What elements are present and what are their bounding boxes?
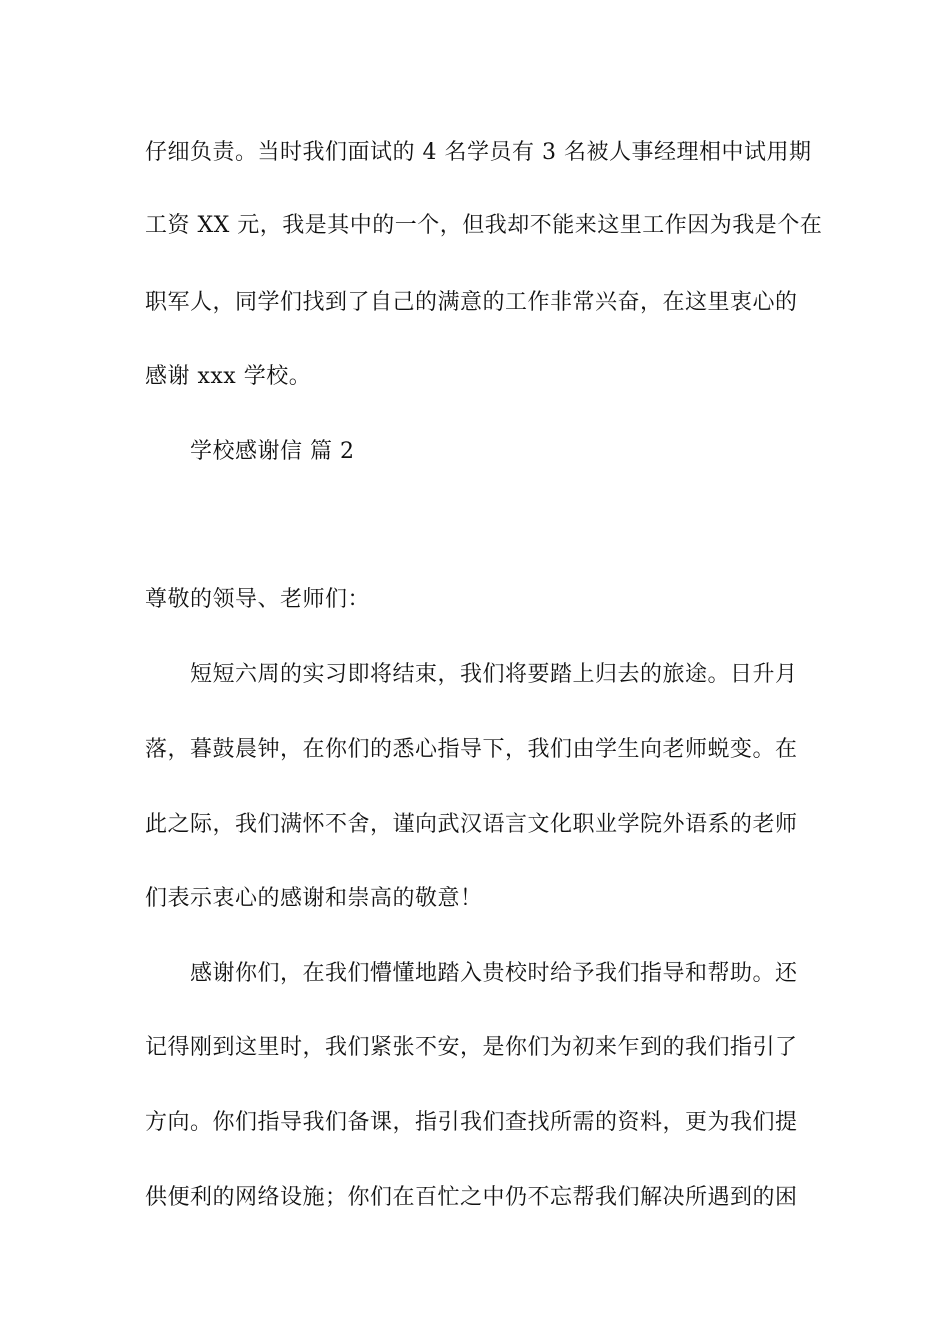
paragraph-3-line-1: 感谢你们，在我们懵懂地踏入贵校时给予我们指导和帮助。还 <box>190 961 798 986</box>
paragraph-1-line-4: 感谢 xxx 学校。 <box>145 364 312 389</box>
paragraph-3-line-4: 供便利的网络设施；你们在百忙之中仍不忘帮我们解决所遇到的困 <box>145 1185 798 1210</box>
paragraph-1-line-3: 职军人，同学们找到了自己的满意的工作非常兴奋，在这里衷心的 <box>145 290 798 315</box>
paragraph-2-line-4: 们表示衷心的感谢和崇高的敬意！ <box>145 886 483 911</box>
salutation: 尊敬的领导、老师们： <box>145 587 371 612</box>
paragraph-2-line-1: 短短六周的实习即将结束，我们将要踏上归去的旅途。日升月 <box>190 662 798 687</box>
paragraph-3-line-3: 方向。你们指导我们备课，指引我们查找所需的资料，更为我们提 <box>145 1110 798 1135</box>
paragraph-2-line-3: 此之际，我们满怀不舍，谨向武汉语言文化职业学院外语系的老师 <box>145 812 798 837</box>
paragraph-1-line-1: 仔细负责。当时我们面试的 4 名学员有 3 名被人事经理相中试用期 <box>145 140 812 165</box>
section-heading: 学校感谢信 篇 2 <box>190 439 355 464</box>
paragraph-2-line-2: 落，暮鼓晨钟，在你们的悉心指导下，我们由学生向老师蜕变。在 <box>145 737 798 762</box>
paragraph-3-line-2: 记得刚到这里时，我们紧张不安，是你们为初来乍到的我们指引了 <box>145 1035 798 1060</box>
paragraph-1-line-2: 工资 XX 元，我是其中的一个，但我却不能来这里工作因为我是个在 <box>145 213 823 238</box>
